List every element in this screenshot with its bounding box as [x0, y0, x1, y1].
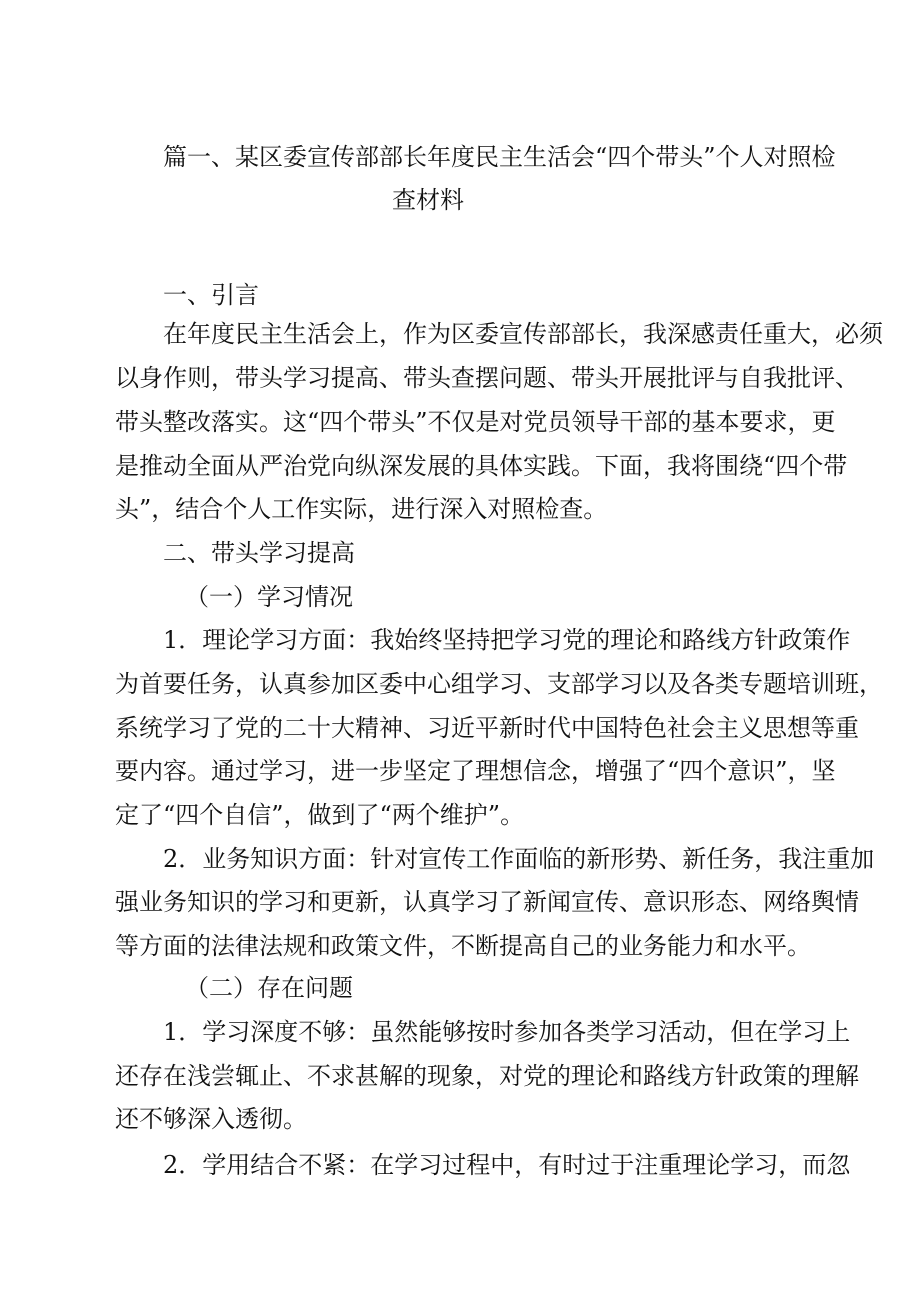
- paragraph-line: 是推动全面从严治党向纵深发展的具体实践。下面，我将围绕“四个带: [115, 452, 848, 480]
- paragraph-line: 在年度民主生活会上，作为区委宣传部部长，我深感责任重大，必须: [163, 320, 883, 348]
- paragraph-line: 还不够深入透彻。: [115, 1105, 307, 1133]
- subsection-heading-problems: （二）存在问题: [185, 974, 353, 1002]
- paragraph-line: 为首要任务，认真参加区委中心组学习、支部学习以及各类专题培训班，: [115, 670, 883, 698]
- paragraph-line: 1．学习深度不够：虽然能够按时参加各类学习活动，但在学习上: [163, 1018, 851, 1046]
- paragraph-line: 强业务知识的学习和更新，认真学习了新闻宣传、意识形态、网络舆情: [115, 888, 859, 916]
- paragraph-line: 1．理论学习方面：我始终坚持把学习党的理论和路线方针政策作: [163, 626, 851, 654]
- section-heading-introduction: 一、引言: [163, 281, 259, 309]
- section-heading-study: 二、带头学习提高: [163, 539, 355, 567]
- paragraph-line: 要内容。通过学习，进一步坚定了理想信念，增强了“四个意识”，坚: [115, 757, 836, 785]
- paragraph-line: 定了“四个自信”，做到了“两个维护”。: [115, 801, 525, 829]
- paragraph-line: 还存在浅尝辄止、不求甚解的现象，对党的理论和路线方针政策的理解: [115, 1062, 859, 1090]
- document-title-line-2: 查材料: [392, 186, 464, 214]
- document-title-line-1: 篇一、某区委宣传部部长年度民主生活会“四个带头”个人对照检: [163, 143, 836, 171]
- paragraph-line: 等方面的法律法规和政策文件，不断提高自己的业务能力和水平。: [115, 932, 811, 960]
- paragraph-line: 2．业务知识方面：针对宣传工作面临的新形势、新任务，我注重加: [163, 845, 875, 873]
- paragraph-line: 2．学用结合不紧：在学习过程中，有时过于注重理论学习，而忽: [163, 1151, 851, 1179]
- paragraph-line: 头”，结合个人工作实际，进行深入对照检查。: [115, 495, 608, 523]
- paragraph-line: 带头整改落实。这“四个带头”不仅是对党员领导干部的基本要求，更: [115, 408, 836, 436]
- subsection-heading-study-status: （一）学习情况: [185, 583, 353, 611]
- paragraph-line: 以身作则，带头学习提高、带头查摆问题、带头开展批评与自我批评、: [115, 364, 859, 392]
- paragraph-line: 系统学习了党的二十大精神、习近平新时代中国特色社会主义思想等重: [115, 714, 859, 742]
